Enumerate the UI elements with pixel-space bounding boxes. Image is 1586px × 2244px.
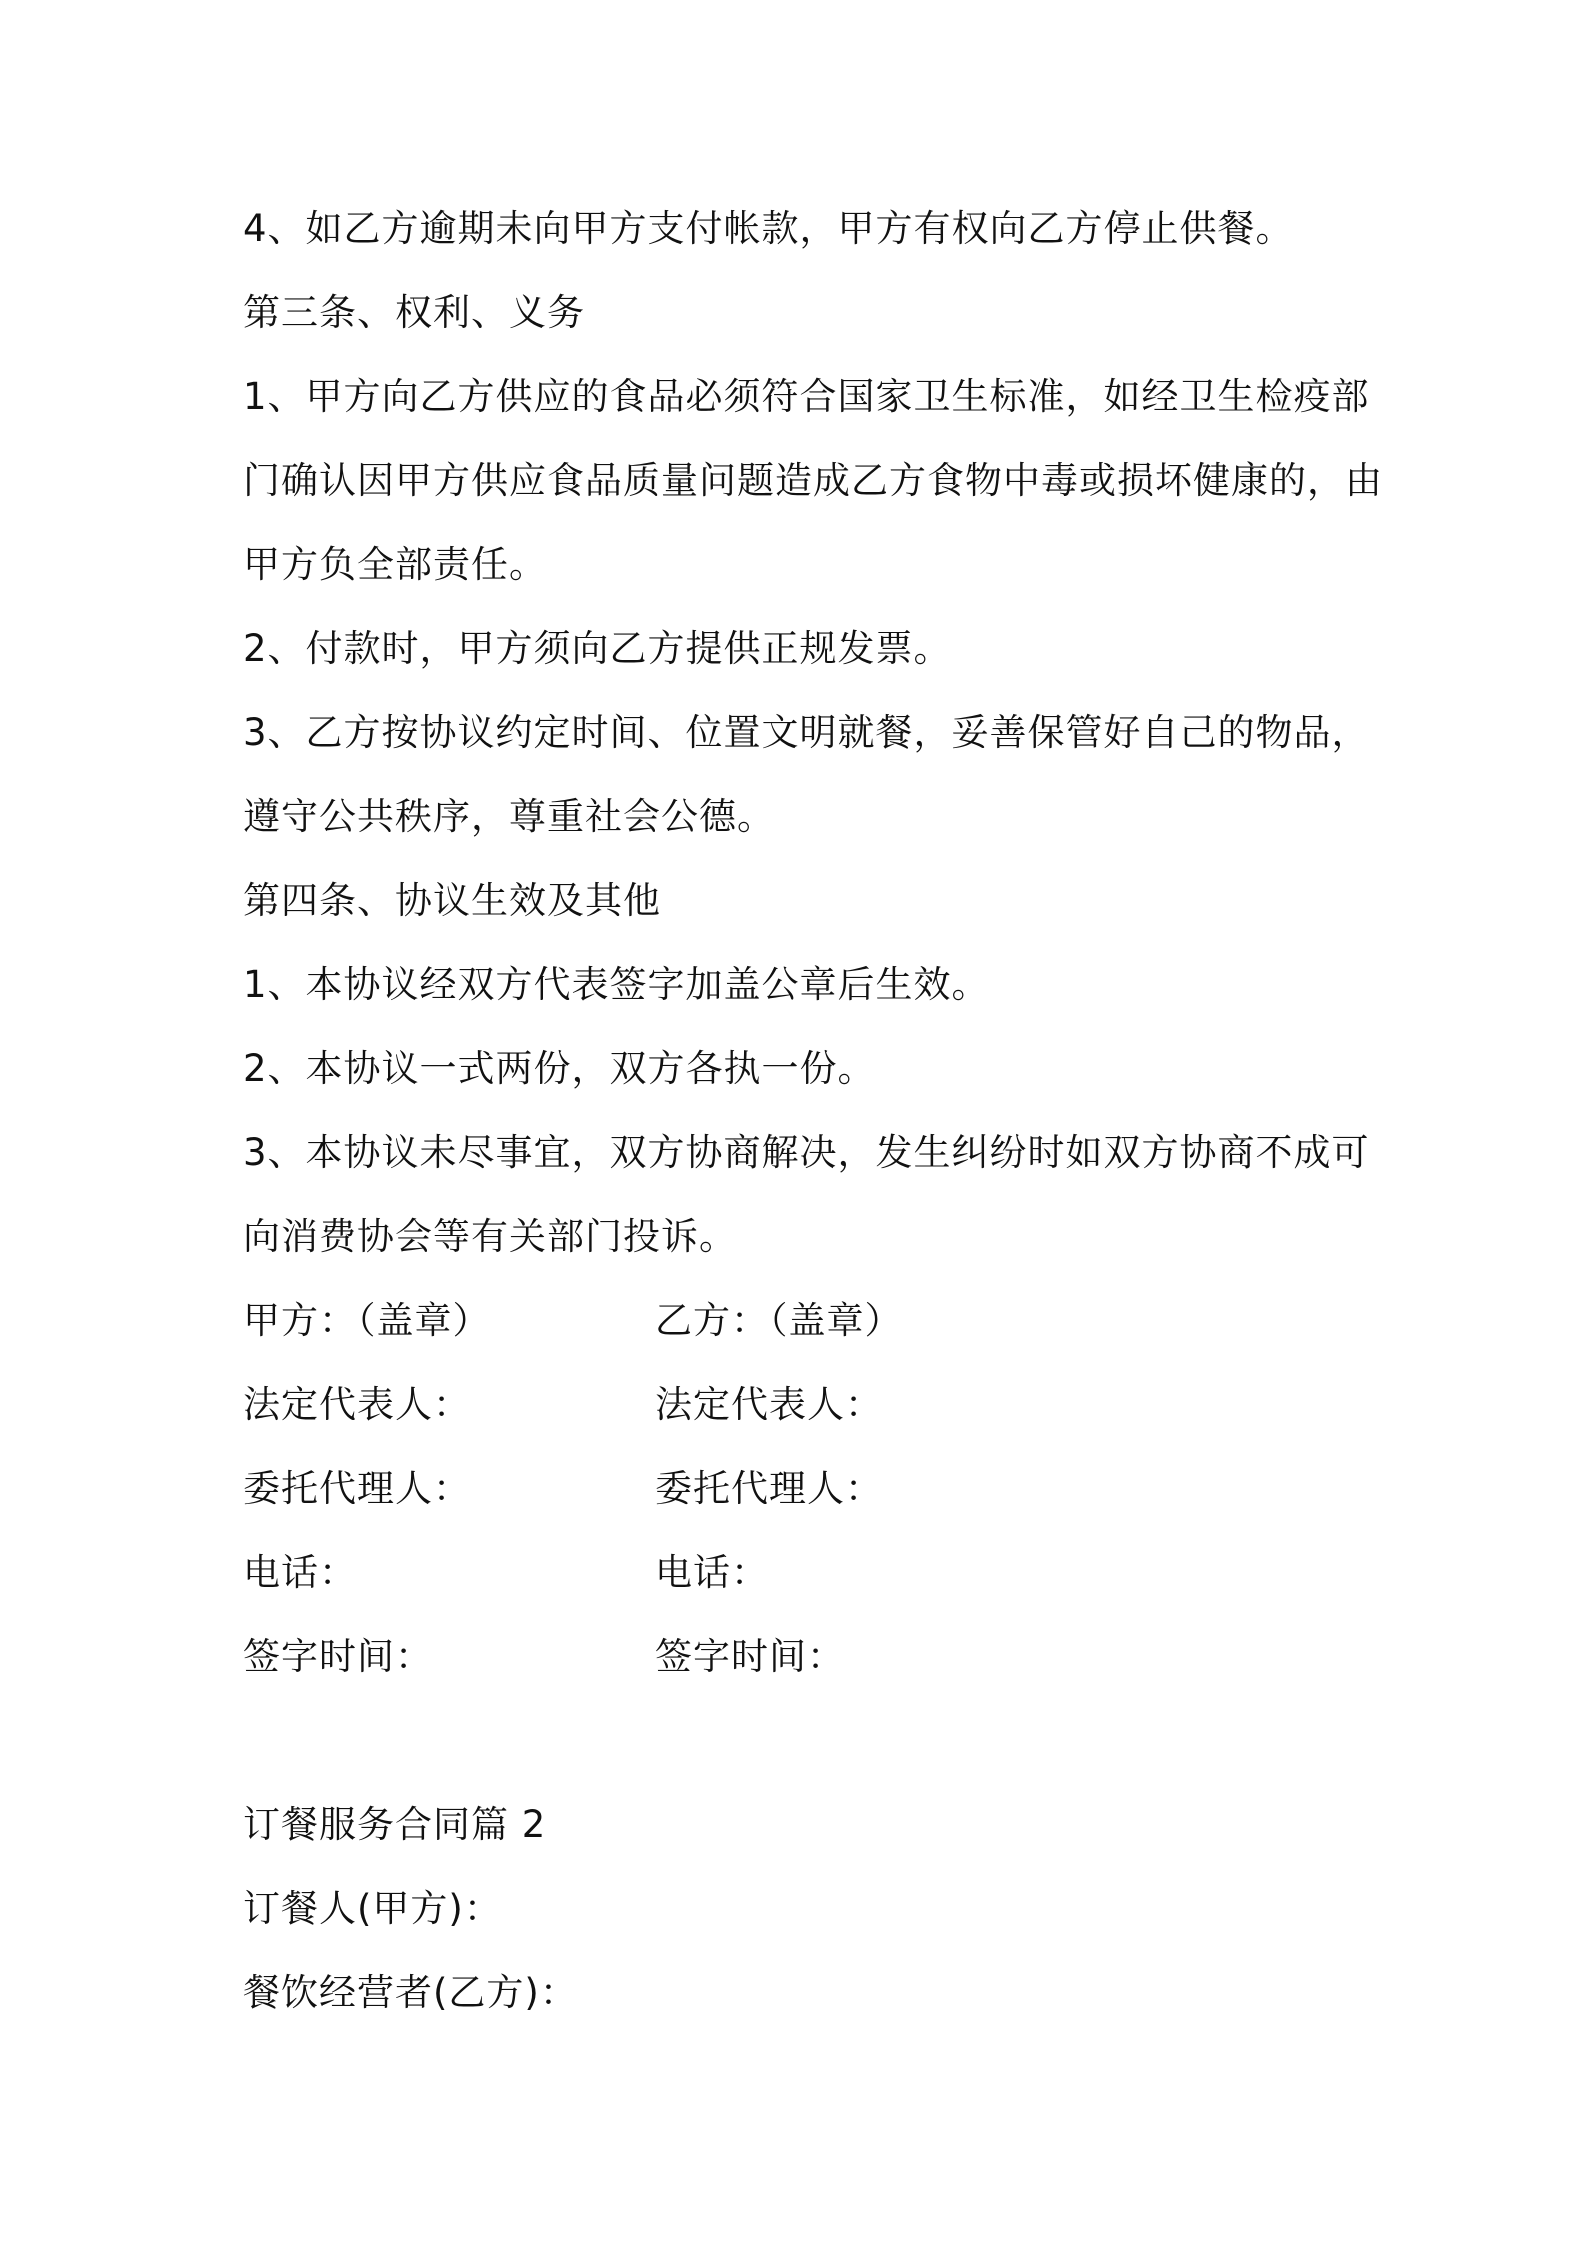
paragraph-article-3-item-3-line-1: 3、乙方按协议约定时间、位置文明就餐，妥善保管好自己的物品， — [243, 711, 1370, 754]
party-a-legal-rep-label: 法定代表人： — [243, 1383, 471, 1426]
paragraph-article-4-item-1: 1、本协议经双方代表签字加盖公章后生效。 — [243, 963, 990, 1006]
paragraph-article-3-item-3-line-2: 遵守公共秩序，尊重社会公德。 — [243, 795, 775, 838]
paragraph-article-3-item-1-line-1: 1、甲方向乙方供应的食品必须符合国家卫生标准，如经卫生检疫部 — [243, 375, 1370, 418]
paragraph-clause-2-item-4: 4、如乙方逾期未向甲方支付帐款，甲方有权向乙方停止供餐。 — [243, 207, 1294, 250]
party-b-legal-rep-label: 法定代表人： — [655, 1383, 883, 1426]
paragraph-article-4-item-3-line-1: 3、本协议未尽事宜，双方协商解决，发生纠纷时如双方协商不成可 — [243, 1131, 1370, 1174]
paragraph-article-3-item-2: 2、付款时，甲方须向乙方提供正规发票。 — [243, 627, 952, 670]
paragraph-article-3-item-1-line-3: 甲方负全部责任。 — [243, 543, 547, 586]
section-2-operator-label: 餐饮经营者(乙方)： — [243, 1971, 578, 2014]
paragraph-article-4-item-3-line-2: 向消费协会等有关部门投诉。 — [243, 1215, 737, 1258]
paragraph-article-4-item-2: 2、本协议一式两份，双方各执一份。 — [243, 1047, 876, 1090]
heading-article-3: 第三条、权利、义务 — [243, 291, 585, 334]
party-b-phone-label: 电话： — [655, 1551, 769, 1594]
heading-article-4: 第四条、协议生效及其他 — [243, 879, 661, 922]
party-a-agent-label: 委托代理人： — [243, 1467, 471, 1510]
paragraph-article-3-item-1-line-2: 门确认因甲方供应食品质量问题造成乙方食物中毒或损坏健康的，由 — [243, 459, 1383, 502]
party-a-sign-time-label: 签字时间： — [243, 1635, 433, 1678]
party-b-agent-label: 委托代理人： — [655, 1467, 883, 1510]
party-a-seal-label: 甲方：（盖章） — [243, 1299, 491, 1342]
section-2-orderer-label: 订餐人(甲方)： — [243, 1887, 502, 1930]
section-2-title: 订餐服务合同篇 2 — [243, 1803, 547, 1846]
party-b-sign-time-label: 签字时间： — [655, 1635, 845, 1678]
party-a-phone-label: 电话： — [243, 1551, 357, 1594]
party-b-seal-label: 乙方：（盖章） — [655, 1299, 903, 1342]
